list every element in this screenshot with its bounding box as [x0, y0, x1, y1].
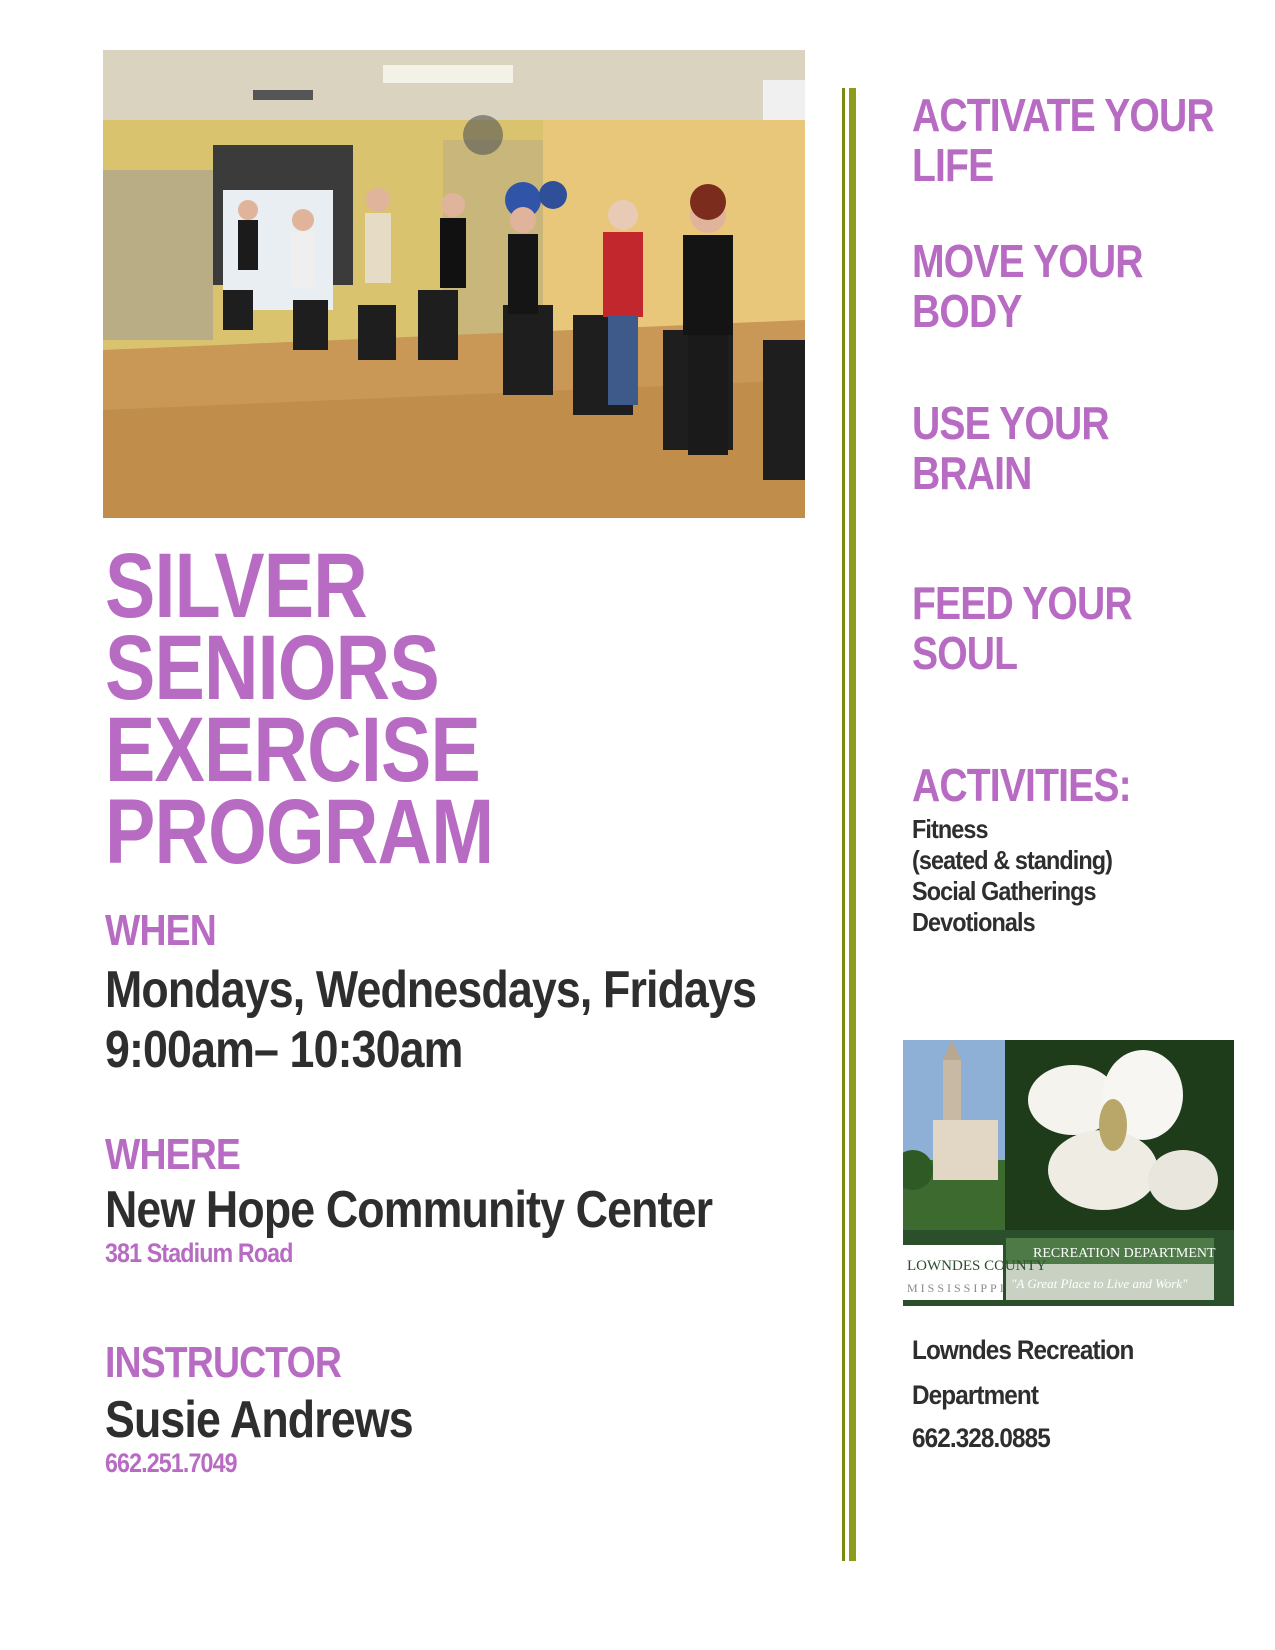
contact-line1: Lowndes Recreation — [912, 1335, 1134, 1365]
program-title — [105, 535, 494, 883]
lowndes-recreation-logo — [903, 1040, 1234, 1306]
logo-department: RECREATION DEPARTMENT — [1033, 1246, 1216, 1261]
title-line: EXERCISE — [105, 699, 480, 801]
instructor-phone: 662.251.7049 — [105, 1448, 237, 1478]
where-venue: New Hope Community Center — [105, 1181, 713, 1239]
tagline-move: MOVE YOUR BODY — [912, 235, 1143, 337]
when-label: WHEN — [105, 906, 216, 955]
title-line: SILVER — [105, 535, 367, 637]
where-address: 381 Stadium Road — [105, 1238, 293, 1268]
list-item: Devotionals — [912, 907, 1035, 937]
activities-label: ACTIVITIES: — [912, 759, 1131, 811]
tagline-activate: ACTIVATE YOUR LIFE — [912, 89, 1214, 191]
contact-phone: 662.328.0885 — [912, 1423, 1050, 1453]
contact-line2: Department — [912, 1380, 1039, 1410]
title-line: PROGRAM — [105, 781, 494, 883]
list-item: Social Gatherings — [912, 876, 1096, 906]
vertical-divider — [842, 88, 858, 1561]
tagline-brain: USE YOUR BRAIN — [912, 397, 1109, 499]
logo-slogan: "A Great Place to Live and Work" — [1011, 1276, 1188, 1291]
when-time: 9:00am– 10:30am — [105, 1021, 463, 1079]
activities-list — [912, 814, 1112, 938]
logo-state: MISSISSIPPI — [907, 1281, 1007, 1295]
where-label: WHERE — [105, 1130, 240, 1179]
when-days: Mondays, Wednesdays, Fridays — [105, 961, 757, 1019]
list-item: Fitness — [912, 814, 988, 844]
instructor-label: INSTRUCTOR — [105, 1338, 341, 1387]
instructor-name: Susie Andrews — [105, 1391, 413, 1449]
exercise-class-photo — [103, 50, 805, 518]
title-line: SENIORS — [105, 617, 439, 719]
tagline-soul: FEED YOUR SOUL — [912, 577, 1132, 679]
logo-county: LOWNDES COUNTY — [907, 1258, 1047, 1274]
list-item: (seated & standing) — [912, 845, 1113, 875]
